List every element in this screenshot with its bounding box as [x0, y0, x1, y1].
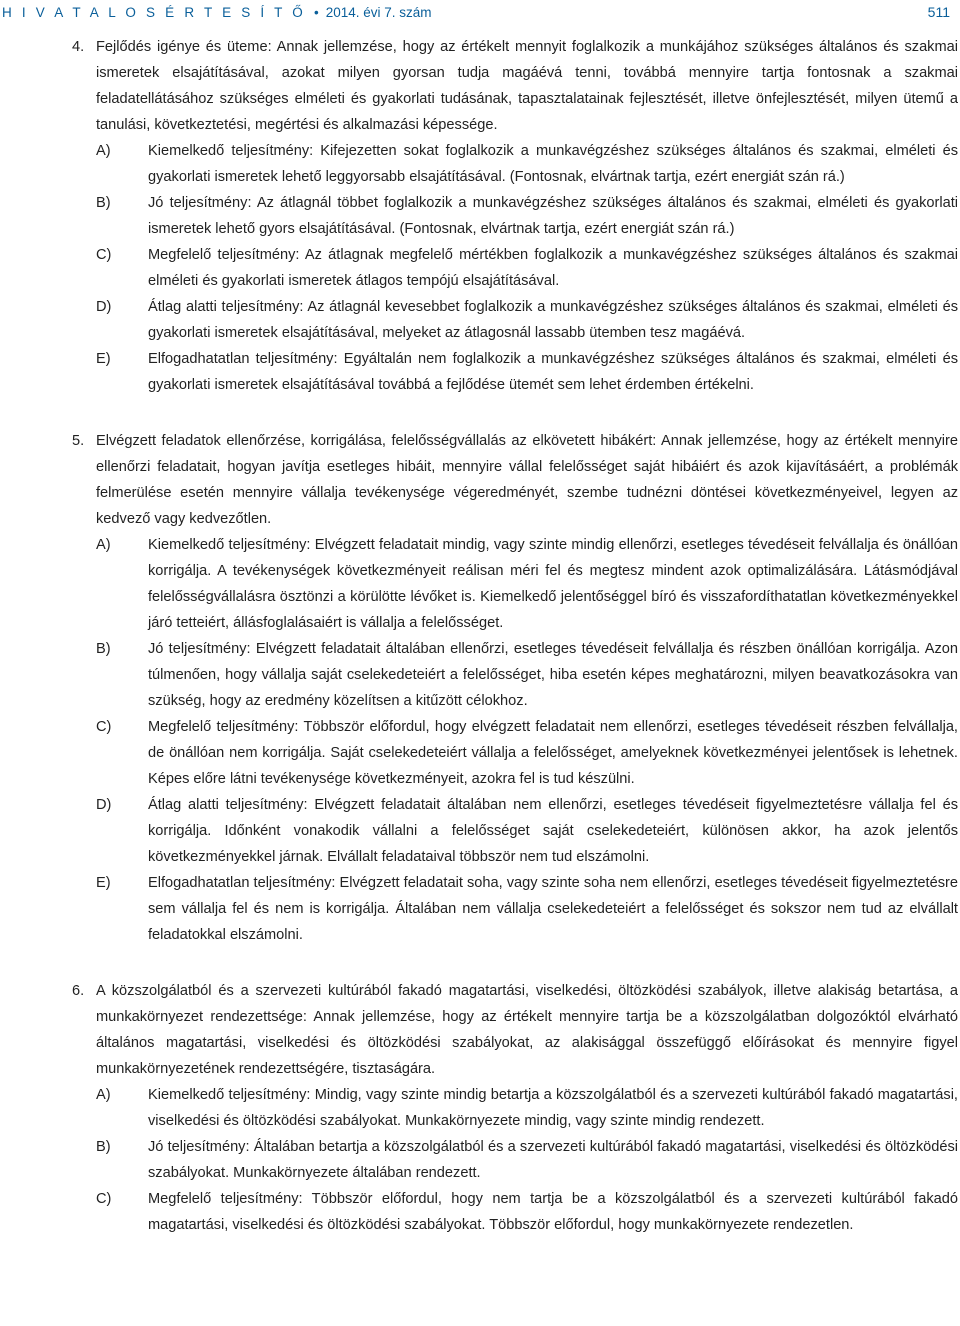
item-text: Kiemelkedő teljesítmény: Mindig, vagy szinte mindig betartja a közszolgálatból és a szervezeti kultúrából fakadó magatartási, viselkedési és öltözködési szabályokat. Munkakörnyezete mindig, vagy szinte mindig rendezett.	[148, 1087, 958, 1129]
section-text: A közszolgálatból és a szervezeti kultúrából fakadó magatartási, viselkedési, öltözködési szabályok, illetve alakiság betartása, a munkakörnyezet rendezettsége: Annak jellemzése, hogy az értékelt mennyire tartja be a közszolgálatban dolgozóktól elvárható általános magatartási, viselkedési és öltözködési szabályokat, az alakisággal összefüggő előírásokat és mennyire figyel munkakörnyezetének rendezettségére, tisztaságára.	[96, 983, 958, 1077]
item-letter: A)	[96, 537, 111, 553]
section-4-paragraph	[0, 34, 960, 138]
section-5-paragraph	[0, 428, 960, 532]
item-text: Átlag alatti teljesítmény: Az átlagnál kevesebbet foglalkozik a munkavégzéshez szükséges általános és szakmai, elméleti és gyakorlati ismeretek elsajátításával, melyeket az átlagosnál lassabb ütemben tesz magáévá.	[148, 299, 958, 341]
list-item	[0, 346, 960, 398]
list-item	[0, 1134, 960, 1186]
item-letter: B)	[96, 641, 111, 657]
item-text: Jó teljesítmény: Elvégzett feladatait általában ellenőrzi, esetleges tévedéseit felvállalja és részben önállóan korrigálja. Azon túlmenően, hogy vállalja saját cselekedeteiért a felelősséget, hiba esetén képes meghatározni, milyen beavatkozásokra van szükség, hogy az eredmény közelítsen a kitűzött célokhoz.	[148, 641, 958, 709]
list-item	[0, 792, 960, 870]
list-item	[0, 1186, 960, 1238]
list-item	[0, 532, 960, 636]
item-letter: B)	[96, 195, 111, 211]
list-item	[0, 190, 960, 242]
list-item	[0, 1082, 960, 1134]
item-letter: B)	[96, 1139, 111, 1155]
list-item	[0, 870, 960, 948]
header-left	[2, 0, 432, 24]
list-item	[0, 242, 960, 294]
journal-title: H I V A T A L O S É R T E S Í T Ő	[2, 4, 306, 20]
item-text: Kiemelkedő teljesítmény: Elvégzett feladatait mindig, vagy szinte mindig ellenőrzi, esetleges tévedéseit felvállalja és önállóan korrigálja. A tevékenységek következményeit reálisan méri fel és megtesz mindent azok optimalizálására. Látásmódjával felelősségvállalásra ösztönzi a körülötte lévőket is. Kiemelkedő jelentőséggel bíró és visszafordíthatatlan következményekkel járó tetteiért, állásfoglalásaiért is vállalja a felelősséget.	[148, 537, 958, 631]
item-text: Jó teljesítmény: Általában betartja a közszolgálatból és a szervezeti kultúrából fakadó magatartási, viselkedési és öltözködési szabályokat. Munkakörnyezete általában rendezett.	[148, 1139, 958, 1181]
item-text: Jó teljesítmény: Az átlagnál többet foglalkozik a munkavégzéshez szükséges általános és szakmai, elméleti és gyakorlati ismeretek lehető gyors elsajátításával. (Fontosnak, elvártnak tartja, ezért energiát szán rá.)	[148, 195, 958, 237]
section-number: 4.	[72, 39, 85, 55]
item-text: Kiemelkedő teljesítmény: Kifejezetten sokat foglalkozik a munkavégzéshez szükséges általános és szakmai, elméleti és gyakorlati ismeretek lehető leggyorsabb elsajátításával. (Fontosnak, elvártnak tartja, ezért energiát szán rá.)	[148, 143, 958, 185]
page-number: 511	[927, 4, 950, 20]
list-item	[0, 138, 960, 190]
item-text: Elfogadhatatlan teljesítmény: Elvégzett feladatait soha, vagy szinte soha nem ellenőrzi, esetleges tévedéseit figyelmeztetésre sem vállalja fel és nem is korrigálja. Általában nem vállalja cselekedeteiért a felelősséget és sokszor nem tud az elvállalt feladatokkal elszámolni.	[148, 875, 958, 943]
section-number: 6.	[72, 983, 85, 999]
item-text: Megfelelő teljesítmény: Az átlagnak megfelelő mértékben foglalkozik a munkavégzéshez szükséges általános és szakmai elméleti és gyakorlati ismeretek átlagos tempójú elsajátításával.	[148, 247, 958, 289]
item-text: Megfelelő teljesítmény: Többször előfordul, hogy nem tartja be a közszolgálatból és a szervezeti kultúrából fakadó magatartási, viselkedési és öltözködési szabályokat. Többször előfordul, hogy munkakörnyezete rendezetlen.	[148, 1191, 958, 1233]
item-letter: C)	[96, 1191, 112, 1207]
list-item	[0, 294, 960, 346]
item-text: Megfelelő teljesítmény: Többször előfordul, hogy elvégzett feladatait nem ellenőrzi, esetleges tévedéseit részben felvállalja, de önállóan nem korrigálja. Saját cselekedeteiért vállalja a felelősséget, amelyeknek következményei jelentősek is lehetnek. Képes előre látni tevékenysége következményeit, azokra fel is tud készülni.	[148, 719, 958, 787]
document-body	[0, 34, 960, 1238]
section-number: 5.	[72, 433, 85, 449]
item-letter: D)	[96, 797, 112, 813]
header-bullet: •	[313, 4, 319, 20]
section-6-paragraph	[0, 978, 960, 1082]
section-text: Fejlődés igénye és üteme: Annak jellemzése, hogy az értékelt mennyit foglalkozik a munkájához szükséges általános és szakmai ismeretek elsajátításával, azokat milyen gyorsan tudja magáévá tenni, továbbá mennyire tartja fontosnak a szakmai feladatellátásához szükséges elméleti és gyakorlati tudásának, tapasztalatainak fejlesztését, illetve önfejlesztését, milyen ütemű a tanulási, következtetési, megértési és alkalmazási képessége.	[96, 39, 958, 133]
item-letter: A)	[96, 143, 111, 159]
section-gap	[0, 398, 960, 428]
item-letter: D)	[96, 299, 112, 315]
item-text: Elfogadhatatlan teljesítmény: Egyáltalán nem foglalkozik a munkavégzéshez szükséges általános és szakmai, elméleti és gyakorlati ismeretek elsajátításával továbbá a fejlődése ütemét sem lehet érdemben értékelni.	[148, 351, 958, 393]
item-letter: E)	[96, 875, 111, 891]
list-item	[0, 714, 960, 792]
item-letter: A)	[96, 1087, 111, 1103]
page-header	[0, 0, 960, 24]
section-text: Elvégzett feladatok ellenőrzése, korrigálása, felelősségvállalás az elkövetett hibákért: Annak jellemzése, hogy az értékelt mennyire ellenőrzi feladatait, hogyan javítja esetleges hibáit, mennyire vállal felelősséget saját hibáiért és azok kijavításáért, a problémák felmerülése esetén mennyire vállalja tevékenysége végeredményét, szembe tudnézni döntései következményeivel, legyen az kedvező vagy kedvezőtlen.	[96, 433, 958, 527]
item-letter: C)	[96, 247, 112, 263]
item-letter: C)	[96, 719, 112, 735]
section-gap	[0, 948, 960, 978]
list-item	[0, 636, 960, 714]
item-letter: E)	[96, 351, 111, 367]
issue-label: 2014. évi 7. szám	[325, 4, 432, 20]
item-text: Átlag alatti teljesítmény: Elvégzett feladatait általában nem ellenőrzi, esetleges tévedéseit figyelmeztetésre vállalja fel és korrigálja. Időnként vonakodik vállalni a felelősséget saját cselekedeteiért, különösen akkor, ha azok jelentős következményekkel járnak. Elvállalt feladataival többször nem tud elszámolni.	[148, 797, 958, 865]
